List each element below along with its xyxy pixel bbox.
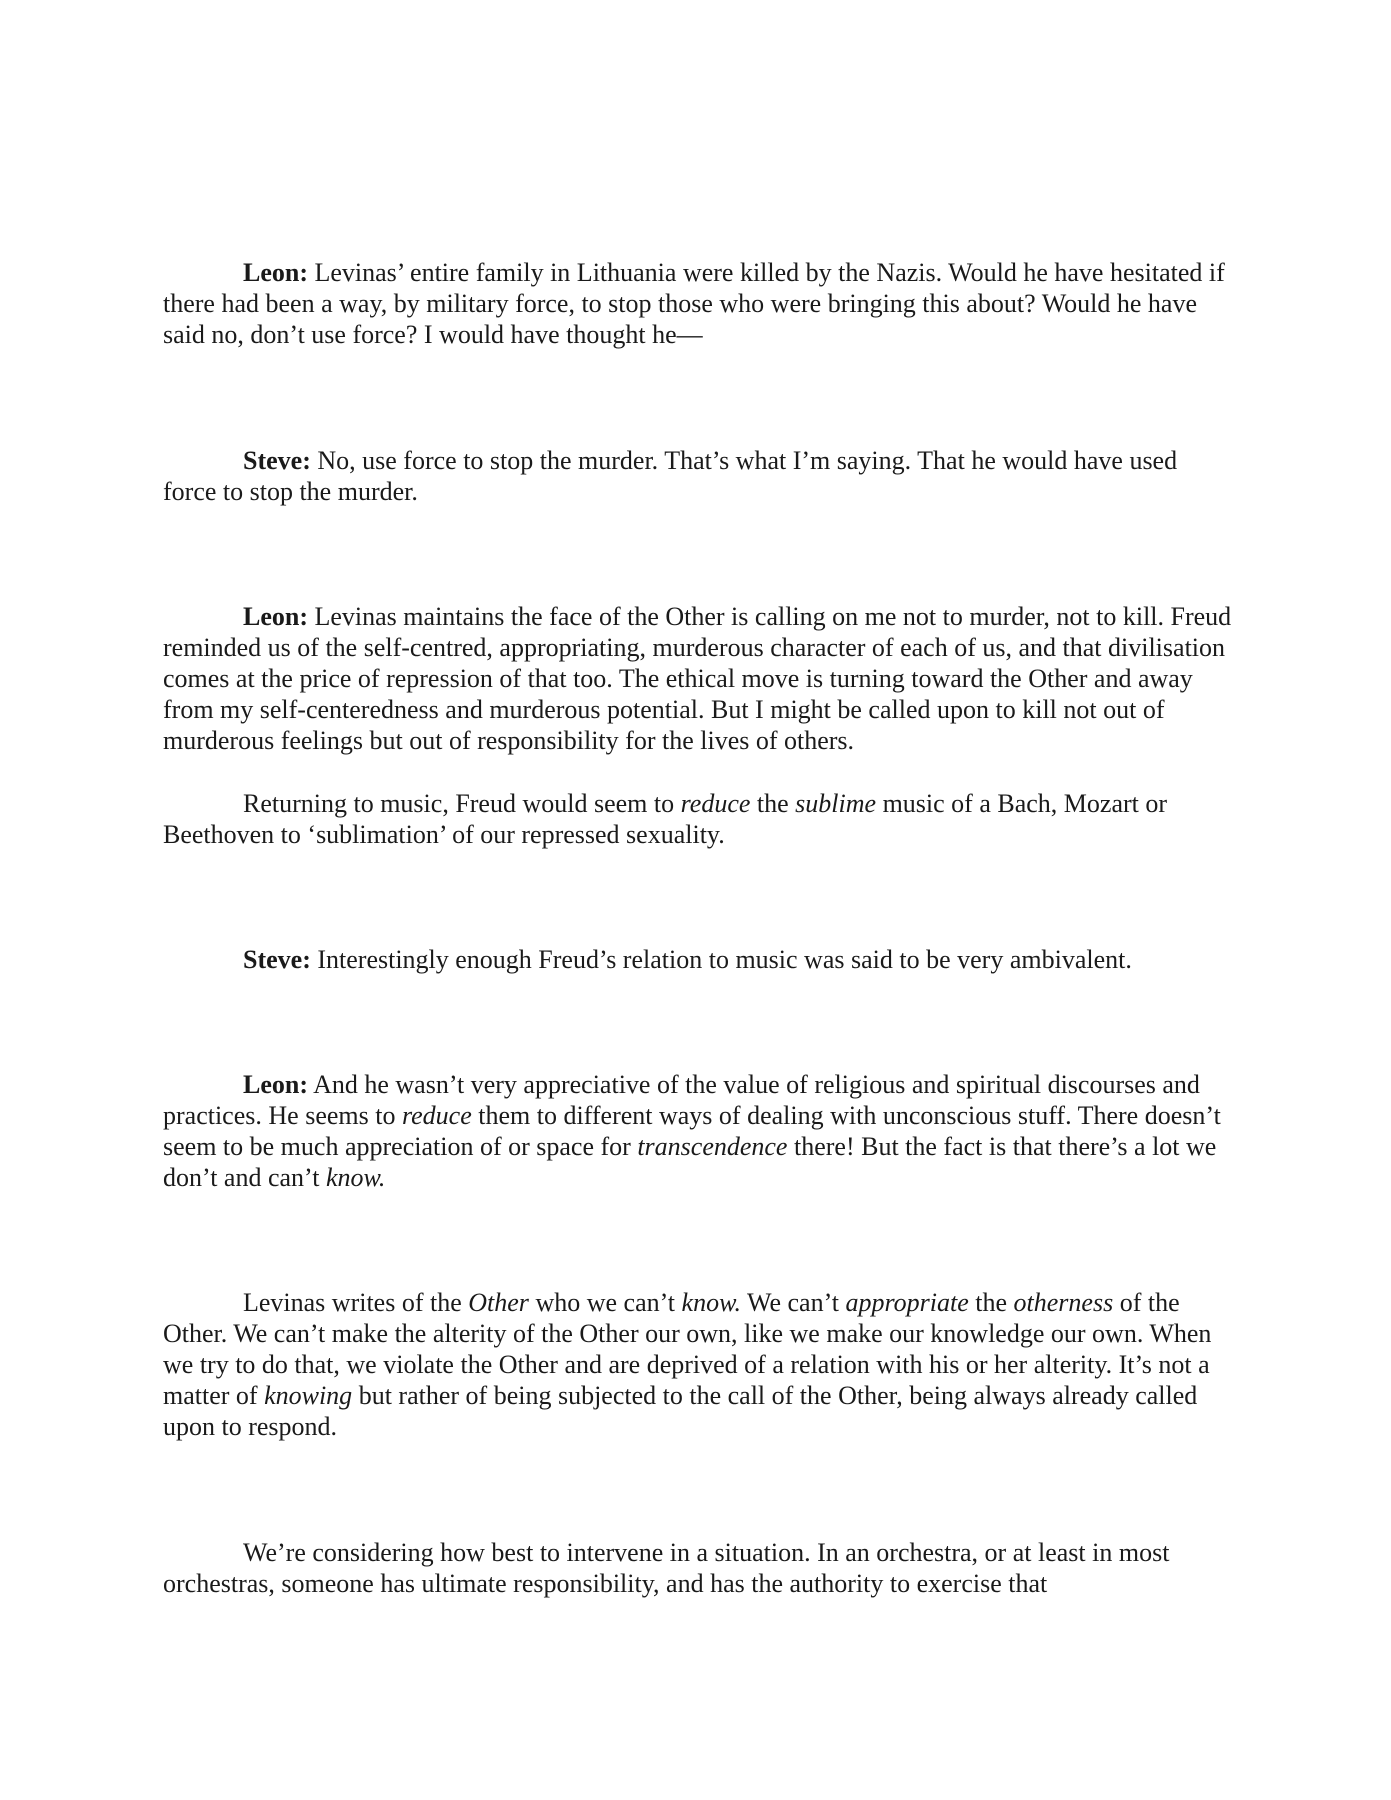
speaker-label: Leon: <box>243 1070 308 1099</box>
speaker-label: Steve: <box>243 945 311 974</box>
paragraph-leon-3 <box>163 1069 1233 1193</box>
paragraph-leon-2 <box>163 601 1233 756</box>
text-segment: the <box>750 789 796 818</box>
text-segment: the <box>968 1288 1014 1317</box>
text-segment: Returning to music, Freud would seem to <box>243 789 681 818</box>
speaker-label: Leon: <box>243 602 308 631</box>
text-segment: Levinas’ entire family in Lithuania were killed by the Nazis. Would he have hesitated if there had been a way, by military force, to stop those who were bringing this about? Would he have said no, don’t use force? I would have thought he— <box>163 258 1225 349</box>
text-segment: who we can’t <box>528 1288 682 1317</box>
text-segment: No, use force to stop the murder. That’s what I’m saying. That he would have used force to stop the murder. <box>163 446 1178 506</box>
text-segment: We’re considering how best to intervene in a situation. In an orchestra, or at least in most orchestras, someone has ultimate responsibility, and has the authority to exercise that <box>163 1538 1170 1598</box>
italic-segment: otherness <box>1013 1288 1114 1317</box>
italic-segment: know. <box>325 1163 386 1192</box>
paragraph-levinas-writes <box>163 1287 1233 1442</box>
paragraph-orchestra <box>163 1537 1233 1599</box>
italic-segment: transcendence <box>637 1132 788 1161</box>
italic-segment: Other <box>468 1288 529 1317</box>
italic-segment: know. <box>681 1288 741 1317</box>
paragraph-steve-2 <box>163 944 1233 975</box>
speaker-label: Leon: <box>243 258 308 287</box>
italic-segment: reduce <box>680 789 751 818</box>
italic-segment: appropriate <box>845 1288 969 1317</box>
text-segment: of the Other. We can’t make the alterity of the Other our own, like we make our knowledge our own. When we try to do that, we violate the Other and are deprived of a relation with his or her alterity. It’s not a matter of <box>163 1288 1212 1410</box>
text-segment: And he wasn’t very appreciative of the value of religious and spiritual discourses and practices. He seems to <box>163 1070 1200 1130</box>
text-segment: Interestingly enough Freud’s relation to music was said to be very ambivalent. <box>310 945 1132 974</box>
text-segment: there! But the fact is that there’s a lot we don’t and can’t <box>163 1132 1217 1192</box>
text-segment: Levinas maintains the face of the Other is calling on me not to murder, not to kill. Freud reminded us of the self-centred, appropriating, murderous character of each of us, and that divilisation comes at the price of repression of that too. The ethical move is turning toward the Other and away from my self-centeredness and murderous potential. But I might be called upon to kill not out of murderous feelings but out of responsibility for the lives of others. <box>163 602 1232 755</box>
paragraph-leon-1 <box>163 257 1233 350</box>
text-segment: Levinas writes of the <box>243 1288 469 1317</box>
text-segment: them to different ways of dealing with unconscious stuff. There doesn’t seem to be much appreciation of or space for <box>163 1101 1221 1161</box>
speaker-label: Steve: <box>243 446 311 475</box>
paragraph-returning-to-music <box>163 788 1233 850</box>
text-segment: but rather of being subjected to the call of the Other, being always already called upon to respond. <box>163 1381 1198 1441</box>
text-segment: We can’t <box>740 1288 846 1317</box>
italic-segment: sublime <box>795 789 877 818</box>
paragraph-steve-1 <box>163 445 1233 507</box>
italic-segment: reduce <box>401 1101 472 1130</box>
text-segment: music of a Bach, Mozart or Beethoven to ‘sublimation’ of our repressed sexuality. <box>163 789 1168 849</box>
italic-segment: knowing <box>264 1381 353 1410</box>
